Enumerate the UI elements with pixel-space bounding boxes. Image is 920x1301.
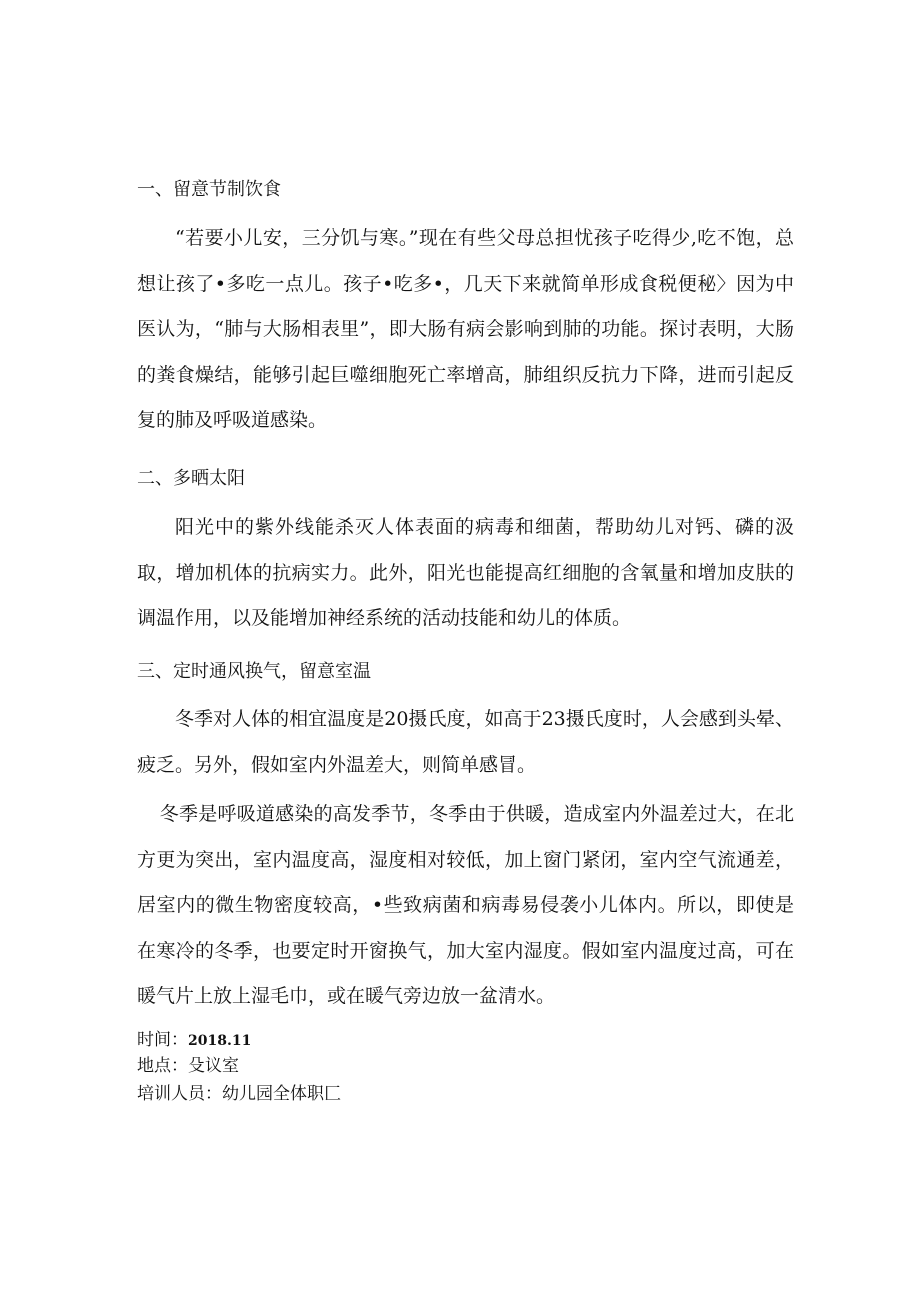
- paragraph-temperature: 冬季对人体的相宜温度是20摄氏度，如高于23摄氏度时，人会感到头晕、疲乏。另外，假如室内外温差大，则简单感冒。: [137, 708, 794, 776]
- meta-place-value: 殳议室: [188, 1056, 239, 1076]
- meta-time-value: 2018.11: [188, 1033, 252, 1049]
- paragraph-winter-ventilation: 冬季是呼吸道感染的高发季节，冬季由于供暖，造成室内外温差过大，在北方更为突出，室内温度高，湿度相对较低，加上窗门紧闭，室内空气流通差，居室内的微生物密度较高，•些致病菌和病毒易侵袭小儿体内。所以，即使是在寒冷的冬季，也要定时开窗换气，加大室内湿度。假如室内温度过高，可在暖气片上放上湿毛巾，或在暖气旁边放一盆清水。: [137, 803, 794, 1007]
- paragraph-diet: “若要小儿安，三分饥与寒。”现在有些父母总担忧孩子吃得少,吃不饱，总想让孩了•多吃一点儿。孩子•吃多•，几天下来就简单形成食税便秘〉因为中医认为，“肺与大肠相表里”，即大肠有病会影响到肺的功能。探讨表明，大肠的粪食燥结，能够引起巨噬细胞死亡率增高，肺组织反抗力下降，进而引起反复的肺及呼吸道感染。: [137, 227, 794, 431]
- meta-trainees-value: 幼儿园全体职匚: [222, 1084, 341, 1104]
- section-heading-diet: 一、留意节制饮食: [137, 179, 281, 200]
- section-heading-ventilation: 三、定时通风换气，留意室温: [137, 661, 371, 682]
- meta-time-label: 时间：: [137, 1030, 188, 1050]
- section-heading-sunshine: 二、多晒太阳: [137, 468, 245, 489]
- paragraph-sunshine: 阳光中的紫外线能杀灭人体表面的病毒和细菌，帮助幼儿对钙、磷的汲取，增加机体的抗病实力。此外，阳光也能提高红细胞的含氧量和增加皮肤的调温作用，以及能增加神经系统的活动技能和幼儿的体质。: [137, 516, 794, 629]
- meta-trainees-label: 培训人员：: [137, 1084, 222, 1104]
- meta-place-label: 地点：: [137, 1056, 188, 1076]
- meta-place: [137, 1054, 239, 1078]
- meta-time: [137, 1028, 251, 1053]
- meta-trainees: [137, 1082, 341, 1106]
